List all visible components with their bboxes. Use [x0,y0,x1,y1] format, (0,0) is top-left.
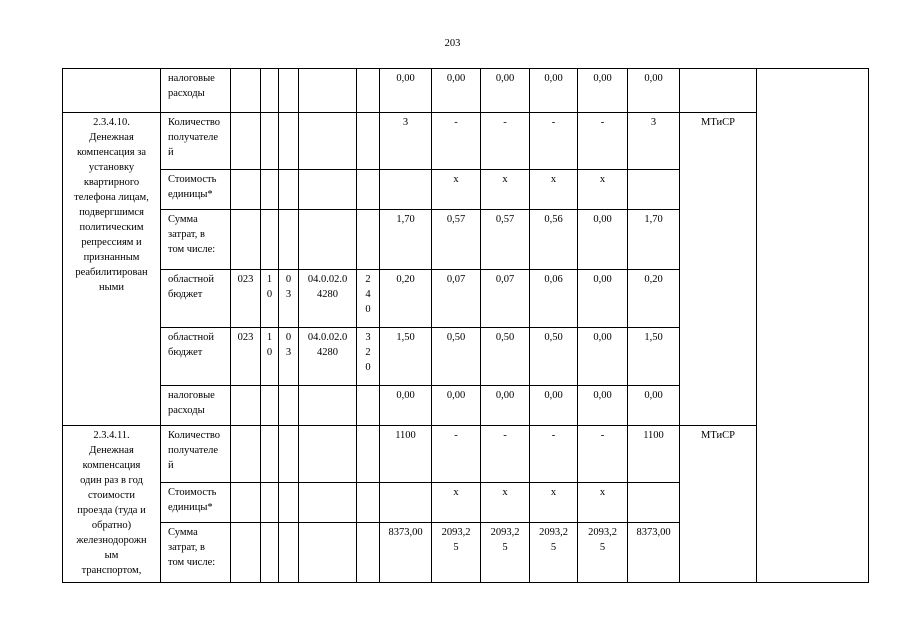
rz-cell [261,523,279,583]
value-cell: 0,00 [432,386,481,426]
csr-cell [299,483,357,523]
executor-cell: МТиСР [680,426,757,583]
csr-cell [299,523,357,583]
table-row [63,113,869,170]
value-cell: 0,00 [578,210,628,270]
rz-cell: 1 0 [261,328,279,386]
vr-cell [357,69,380,113]
pr-cell: 0 3 [279,328,299,386]
vr-cell: 3 2 0 [357,328,380,386]
value-cell: 0,00 [530,69,578,113]
grbs-cell [231,523,261,583]
value-cell: 1100 [628,426,680,483]
value-cell: 0,57 [481,210,530,270]
indicator-cell: Сумма затрат, в том числе: [161,210,231,270]
indicator-cell: налоговые расходы [161,69,231,113]
pr-cell [279,426,299,483]
value-cell: - [432,113,481,170]
grbs-cell [231,386,261,426]
indicator-cell: областной бюджет [161,328,231,386]
value-cell: 0,00 [380,69,432,113]
value-cell: х [481,483,530,523]
pr-cell [279,113,299,170]
pr-cell [279,69,299,113]
value-cell: 0,07 [432,270,481,328]
value-cell: - [432,426,481,483]
value-cell: 8373,00 [380,523,432,583]
vr-cell [357,523,380,583]
pr-cell [279,523,299,583]
pr-cell [279,210,299,270]
csr-cell [299,426,357,483]
value-cell: 0,50 [432,328,481,386]
value-cell: 1,50 [380,328,432,386]
grbs-cell: 023 [231,328,261,386]
value-cell: х [432,170,481,210]
value-cell: 1,70 [628,210,680,270]
rz-cell [261,170,279,210]
value-cell: 0,57 [432,210,481,270]
value-cell: 2093,2 5 [481,523,530,583]
value-cell: 0,00 [481,69,530,113]
value-cell: - [530,426,578,483]
value-cell: 0,06 [530,270,578,328]
table-row [63,426,869,483]
csr-cell: 04.0.02.0 4280 [299,270,357,328]
csr-cell [299,113,357,170]
value-cell: 0,00 [578,270,628,328]
grbs-cell [231,170,261,210]
value-cell: - [578,113,628,170]
value-cell: х [578,483,628,523]
indicator-cell: Стоимость единицы* [161,483,231,523]
value-cell: 0,00 [628,386,680,426]
table-row [63,69,869,113]
value-cell: 2093,2 5 [530,523,578,583]
grbs-cell [231,210,261,270]
budget-table [62,68,869,583]
rz-cell [261,210,279,270]
rz-cell [261,386,279,426]
vr-cell: 2 4 0 [357,270,380,328]
value-cell [628,483,680,523]
vr-cell [357,210,380,270]
page-number: 203 [444,38,461,49]
value-cell: 0,00 [628,69,680,113]
result-cell [757,69,869,583]
executor-cell: МТиСР [680,113,757,426]
value-cell: х [530,170,578,210]
value-cell: 0,00 [578,328,628,386]
indicator-cell: Стоимость единицы* [161,170,231,210]
grbs-cell [231,113,261,170]
value-cell: - [530,113,578,170]
indicator-cell: Количество получателе й [161,426,231,483]
value-cell: 0,50 [481,328,530,386]
measure-cell [63,69,161,113]
executor-cell [680,69,757,113]
pr-cell [279,386,299,426]
rz-cell: 1 0 [261,270,279,328]
value-cell: 0,00 [380,386,432,426]
csr-cell [299,69,357,113]
vr-cell [357,113,380,170]
value-cell: х [481,170,530,210]
value-cell: 0,00 [481,386,530,426]
pr-cell: 0 3 [279,270,299,328]
value-cell: - [481,426,530,483]
value-cell: 0,20 [380,270,432,328]
value-cell [380,170,432,210]
value-cell: 0,07 [481,270,530,328]
indicator-cell: налоговые расходы [161,386,231,426]
vr-cell [357,426,380,483]
grbs-cell [231,69,261,113]
csr-cell [299,210,357,270]
value-cell: х [432,483,481,523]
value-cell: 2093,2 5 [432,523,481,583]
value-cell: 1100 [380,426,432,483]
value-cell [380,483,432,523]
value-cell: 1,50 [628,328,680,386]
rz-cell [261,426,279,483]
value-cell: 2093,2 5 [578,523,628,583]
rz-cell [261,69,279,113]
grbs-cell [231,483,261,523]
indicator-cell: областной бюджет [161,270,231,328]
value-cell: 0,00 [530,386,578,426]
value-cell: 0,00 [578,69,628,113]
grbs-cell: 023 [231,270,261,328]
rz-cell [261,113,279,170]
value-cell: 0,00 [578,386,628,426]
pr-cell [279,483,299,523]
grbs-cell [231,426,261,483]
indicator-cell: Сумма затрат, в том числе: [161,523,231,583]
vr-cell [357,483,380,523]
value-cell: 1,70 [380,210,432,270]
value-cell: - [481,113,530,170]
value-cell: 0,00 [432,69,481,113]
vr-cell [357,170,380,210]
pr-cell [279,170,299,210]
csr-cell [299,170,357,210]
measure-cell: 2.3.4.10. Денежная компенсация за установку квартирного телефона лицам, подвергшимся политическим репрессиям и признанным реабилитирован ными [63,113,161,426]
value-cell: 0,20 [628,270,680,328]
value-cell [628,170,680,210]
vr-cell [357,386,380,426]
value-cell: х [578,170,628,210]
csr-cell [299,386,357,426]
value-cell: 0,50 [530,328,578,386]
value-cell: х [530,483,578,523]
csr-cell: 04.0.02.0 4280 [299,328,357,386]
indicator-cell: Количество получателе й [161,113,231,170]
value-cell: 8373,00 [628,523,680,583]
value-cell: 3 [628,113,680,170]
rz-cell [261,483,279,523]
measure-cell: 2.3.4.11. Денежная компенсация один раз в год стоимости проезда (туда и обратно) железнодорожн ым транспортом, [63,426,161,583]
value-cell: 0,56 [530,210,578,270]
value-cell: - [578,426,628,483]
value-cell: 3 [380,113,432,170]
